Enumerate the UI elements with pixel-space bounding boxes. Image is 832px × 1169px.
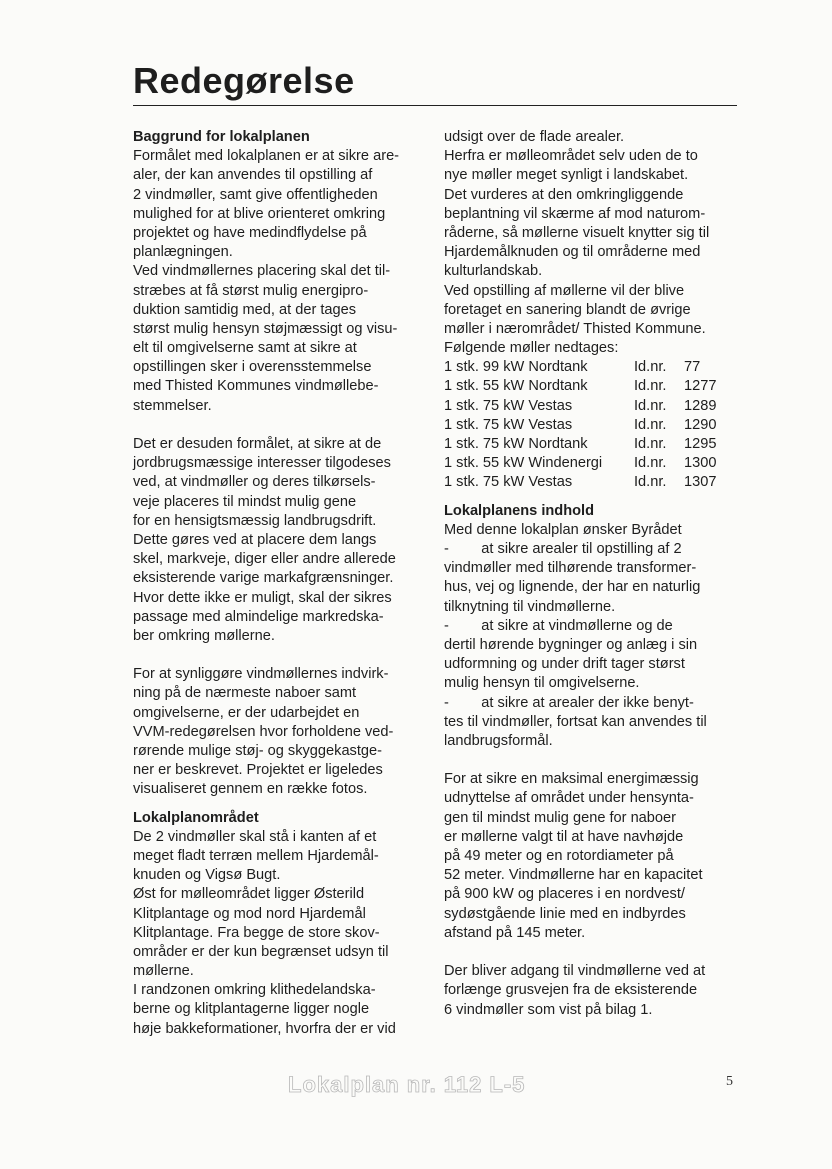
turbine-id-label: Id.nr. [634, 455, 667, 472]
text-line: Det vurderes at den omkringliggende [444, 186, 684, 203]
text-line: landbrugsformål. [444, 732, 553, 749]
text-line: For at synliggøre vindmøllernes indvirk- [133, 666, 389, 683]
turbine-id-label: Id.nr. [634, 474, 667, 491]
text-line: områder er der kun begrænset udsyn til [133, 943, 389, 960]
paragraph-energi [444, 770, 744, 943]
text-line: skel, markveje, diger eller andre allerede [133, 551, 396, 568]
text-line: størst mulig hensyn støjmæssigt og visu- [133, 320, 398, 337]
turbine-id-label: Id.nr. [634, 378, 667, 395]
text-line: høje bakkeformationer, hvorfra der er vid [133, 1020, 396, 1037]
text-line: vindmøller med tilhørende transformer- [444, 560, 697, 577]
text-line: Hvor dette ikke er muligt, skal der sikres [133, 589, 392, 606]
turbine-id: 1290 [684, 416, 717, 433]
turbine-description: 1 stk. 75 kW Vestas [444, 416, 573, 433]
text-line: dertil hørende bygninger og anlæg i sin [444, 636, 698, 653]
text-line: elt til omgivelserne samt at sikre at [133, 340, 357, 357]
text-line: opstillingen sker i overensstemmelse [133, 359, 372, 376]
paragraph-baggrund [133, 147, 433, 416]
text-line: omgivelserne, er der udarbejdet en [133, 704, 360, 721]
text-line: udsigt over de flade arealer. [444, 129, 625, 145]
text-line: på 900 kW og placeres i en nordvest/ [444, 886, 685, 903]
turbine-removal-list [444, 358, 716, 492]
text-line: knuden og Vigsø Bugt. [133, 867, 281, 884]
text-line: Dette gøres ved at placere dem langs [133, 531, 377, 548]
text-line: ner er beskrevet. Projektet er ligeledes [133, 762, 383, 779]
footer-plan-number: Lokalplan nr. 112 L-5 [288, 1072, 526, 1097]
turbine-row [444, 435, 716, 454]
text-line: duktion samtidig med, at der tages [133, 301, 357, 318]
title-underline [133, 105, 737, 106]
text-line: på 49 meter og en rotordiameter på [444, 848, 674, 865]
turbine-id-label: Id.nr. [634, 359, 667, 376]
text-line: eksisterende varige markafgrænsninger. [133, 570, 394, 587]
text-line: råderne, så møllerne visuelt knytter sig til [444, 224, 710, 241]
text-line: møllerne. [133, 963, 194, 980]
text-line: gen til mindst mulig gene for naboer [444, 809, 677, 826]
turbine-row [444, 358, 716, 377]
turbine-row [444, 416, 716, 435]
text-line: afstand på 145 meter. [444, 924, 586, 941]
text-line: forlænge grusvejen fra de eksisterende [444, 982, 698, 999]
text-line: Med denne lokalplan ønsker Byrådet [444, 521, 682, 538]
turbine-id: 1300 [684, 455, 717, 472]
text-line: Følgende møller nedtages: [444, 340, 619, 357]
turbine-id: 1277 [684, 378, 717, 395]
text-line: tes til vindmøller, fortsat kan anvendes til [444, 713, 707, 730]
paragraph-udsigt [444, 128, 744, 358]
text-line: meget fladt terræn mellem Hjardemål- [133, 847, 379, 864]
turbine-id: 77 [684, 359, 701, 376]
text-line: Klitplantage. Fra begge de store skov- [133, 924, 380, 941]
paragraph-synliggoere [133, 665, 433, 799]
text-line: udnyttelse af området under hensynta- [444, 790, 694, 807]
turbine-id-label: Id.nr. [634, 397, 667, 414]
turbine-description: 1 stk. 55 kW Windenergi [444, 455, 603, 472]
left-column [133, 128, 433, 1039]
paragraph-lokalplanomraadet [133, 828, 433, 1039]
text-line: stræbes at få størst mulig energipro- [133, 282, 369, 299]
page-number: 5 [726, 1074, 733, 1089]
text-line: er møllerne valgt til at have navhøjde [444, 828, 684, 845]
text-line: - at sikre arealer til opstilling af 2 [444, 541, 682, 558]
turbine-description: 1 stk. 75 kW Vestas [444, 397, 573, 414]
text-line: projektet og have medindflydelse på [133, 224, 367, 241]
section-heading-lokalplanomraadet: Lokalplanområdet [133, 809, 259, 826]
turbine-description: 1 stk. 99 kW Nordtank [444, 359, 588, 376]
right-column [444, 128, 744, 1020]
text-line: kulturlandskab. [444, 263, 543, 280]
text-line: hus, vej og lignende, der har en naturlig [444, 579, 701, 596]
turbine-description: 1 stk. 55 kW Nordtank [444, 378, 588, 395]
text-line: Der bliver adgang til vindmøllerne ved at [444, 963, 706, 980]
text-line: I randzonen omkring klithedelandska- [133, 982, 376, 999]
text-line: for en hensigtsmæssig landbrugsdrift. [133, 512, 377, 529]
text-line: mulighed for at blive orienteret omkring [133, 205, 386, 222]
turbine-id-label: Id.nr. [634, 436, 667, 453]
text-line: nye møller meget synligt i landskabet. [444, 167, 689, 184]
text-line: - at sikre at arealer der ikke benyt- [444, 694, 694, 711]
text-line: 52 meter. Vindmøllerne har en kapacitet [444, 867, 703, 884]
text-line: tilknytning til vindmøllerne. [444, 598, 616, 615]
text-line: 6 vindmøller som vist på bilag 1. [444, 1001, 653, 1018]
turbine-row [444, 397, 716, 416]
turbine-description: 1 stk. 75 kW Nordtank [444, 436, 588, 453]
text-line: stemmelser. [133, 397, 212, 414]
text-line: mulig hensyn til omgivelserne. [444, 675, 640, 692]
text-line: planlægningen. [133, 244, 233, 261]
text-line: VVM-redegørelsen hvor forholdene ved- [133, 723, 394, 740]
section-heading-baggrund: Baggrund for lokalplanen [133, 129, 310, 145]
paragraph-indhold [444, 521, 744, 751]
page-title: Redegørelse [133, 60, 355, 101]
text-line: Klitplantage og mod nord Hjardemål [133, 905, 366, 922]
text-line: passage med almindelige markredska- [133, 608, 384, 625]
turbine-id: 1307 [684, 474, 717, 491]
turbine-id: 1295 [684, 436, 717, 453]
text-line: ning på de nærmeste naboer samt [133, 685, 357, 702]
turbine-id-label: Id.nr. [634, 416, 667, 433]
text-line: Ved vindmøllernes placering skal det til- [133, 263, 391, 280]
text-line: berne og klitplantagerne ligger nogle [133, 1001, 370, 1018]
text-line: med Thisted Kommunes vindmøllebe- [133, 378, 379, 395]
text-line: For at sikre en maksimal energimæssig [444, 771, 699, 788]
turbine-row [444, 377, 716, 396]
section-heading-indhold: Lokalplanens indhold [444, 502, 594, 519]
turbine-row [444, 473, 716, 492]
text-line: Hjardemålknuden og til områderne med [444, 244, 701, 261]
text-line: veje placeres til mindst mulig gene [133, 493, 357, 510]
text-line: Ved opstilling af møllerne vil der blive [444, 282, 685, 299]
text-line: jordbrugsmæssige interesser tilgodeses [133, 455, 391, 472]
paragraph-formaal [133, 435, 433, 646]
text-line: beplantning vil skærme af mod naturom- [444, 205, 706, 222]
text-line: Det er desuden formålet, at sikre at de [133, 436, 382, 452]
text-line: De 2 vindmøller skal stå i kanten af et [133, 828, 377, 845]
text-line: Formålet med lokalplanen er at sikre are- [133, 148, 400, 165]
paragraph-adgang [444, 962, 744, 1020]
text-line: - at sikre at vindmøllerne og de [444, 617, 673, 634]
turbine-row [444, 454, 716, 473]
text-line: ber omkring møllerne. [133, 627, 275, 644]
text-line: møller i nærområdet/ Thisted Kommune. [444, 320, 706, 337]
text-line: rørende mulige støj- og skyggekastge- [133, 743, 383, 759]
text-line: sydøstgående linie med en indbyrdes [444, 905, 686, 922]
text-line: 2 vindmøller, samt give offentligheden [133, 186, 378, 203]
turbine-description: 1 stk. 75 kW Vestas [444, 474, 573, 491]
text-line: ved, at vindmøller og deres tilkørsels- [133, 474, 376, 491]
text-line: aler, der kan anvendes til opstilling af [133, 167, 373, 184]
text-line: udformning og under drift tager størst [444, 656, 685, 673]
text-line: Herfra er mølleområdet selv uden de to [444, 148, 698, 165]
text-line: Øst for mølleområdet ligger Østerild [133, 886, 365, 903]
turbine-id: 1289 [684, 397, 717, 414]
text-line: visualiseret gennem en række fotos. [133, 781, 368, 798]
text-line: foretaget en sanering blandt de øvrige [444, 301, 691, 318]
